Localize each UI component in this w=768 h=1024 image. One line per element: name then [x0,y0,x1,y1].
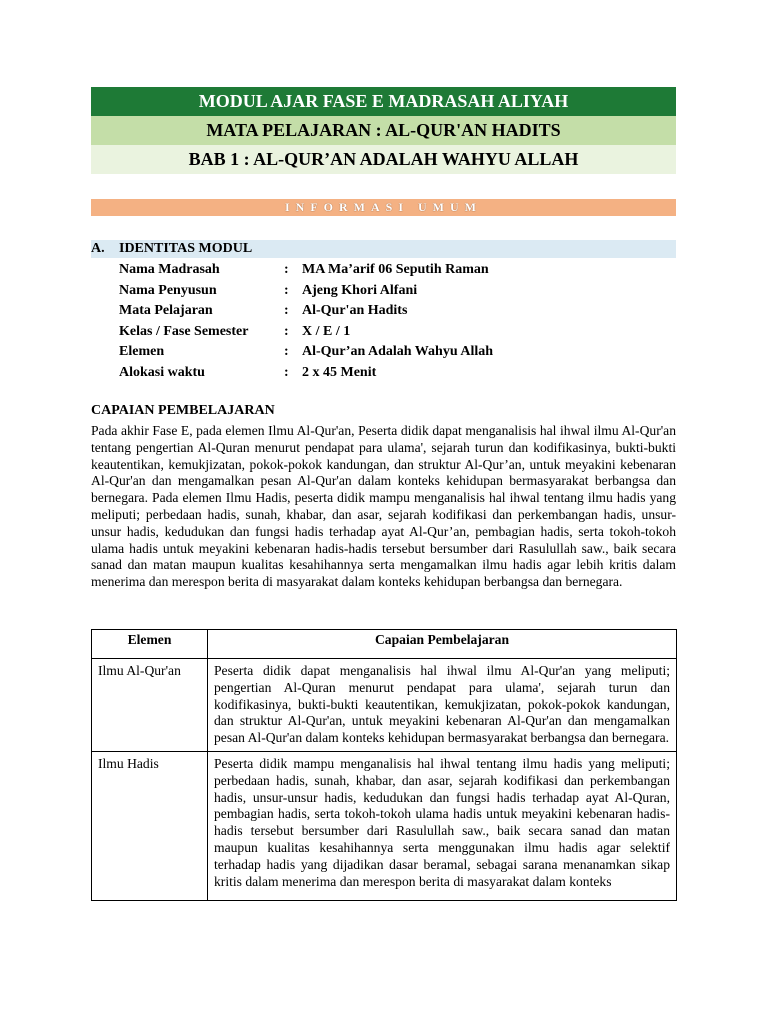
identity-value: Al-Qur'an Hadits [302,303,408,319]
section-letter: A. [91,241,105,256]
identity-colon: : [284,323,289,339]
table-row [92,659,677,752]
identity-row [119,342,619,363]
identity-colon: : [284,282,289,298]
identity-list [119,260,619,384]
outcome-cell-wrapper [208,751,677,900]
identity-label: Nama Penyusun [119,282,217,298]
identity-value: Ajeng Khori Alfani [302,282,418,298]
identity-label: Mata Pelajaran [119,303,213,319]
identity-value: Al-Qur’an Adalah Wahyu Allah [302,344,494,360]
identity-colon: : [284,364,289,380]
identity-label: Alokasi waktu [119,364,205,380]
identity-value: MA Ma’arif 06 Seputih Raman [302,262,489,277]
column-header-outcome: Capaian Pembelajaran [208,630,677,659]
identity-row [119,260,619,281]
element-cell: Ilmu Hadis [92,751,208,900]
identity-label: Nama Madrasah [119,262,220,277]
section-title: IDENTITAS MODUL [119,241,253,256]
element-cell: Ilmu Al-Qur'an [92,659,208,752]
info-section-bar: INFORMASI UMUM [91,199,676,216]
outcome-cell: Peserta didik dapat menganalisis hal ihwal ilmu Al-Qur'an yang meliputi; pengertian Al-Quran menurut pendapat para ulama', sejarah turun dan kodifikasinya, bukti-bukti keautentikan, kemukjizatan, pokok-pokok kandungan, dan struktur Al-Qur'an, untuk meyakini kebenaran Al-Qur'an dan mengamalkan pesan Al-Qur'an dalam konteks kehidupan bermasyarakat berbangsa dan bernegara. [208,659,677,752]
table-header-row [92,630,677,659]
identity-value: X / E / 1 [302,323,351,339]
column-header-element: Elemen [92,630,208,659]
module-title: MODUL AJAR FASE E MADRASAH ALIYAH [91,87,676,116]
subject-title: MATA PELAJARAN : AL-QUR'AN HADITS [91,116,676,145]
learning-outcomes-paragraph: Pada akhir Fase E, pada elemen Ilmu Al-Qur'an, Peserta didik dapat menganalisis hal ihwal ilmu Al-Qur'an tentang pengertian Al-Quran menurut pendapat para ulama', sejarah turun dan kodifikasinya, bukti-bukti keautentikan, kemukjizatan, pokok-pokok kandungan, dan struktur Al-Qur’an, untuk meyakini kebenaran Al-Qur'an dan mengamalkan pesan Al-Qur'an dalam konteks kehidupan bermasyarakat berbangsa dan bernegara. Pada elemen Ilmu Hadis, peserta didik mampu menganalisis hal ihwal tentang ilmu hadis yang meliputi; perbedaan hadis, sunah, khabar, dan asar, sejarah kodifikasi dan perkembangan hadis, unsur-unsur hadis, kedudukan dan fungsi hadis terhadap ayat Al-Qur’an, pembagian hadis, serta tokoh-tokoh ulama hadis untuk meyakini kebenaran hadis-hadis tersebut bersumber dari Rasulullah saw., baik secara sanad dan matan maupun kualitas kesahihannya serta mengamalkan ilmu hadis agar lebih kritis dalam menerima dan merespon berita di masyarakat dalam konteks kehidupan berbangsa dan bernegara. [91,423,676,590]
identity-row [119,322,619,343]
identity-colon: : [284,262,289,277]
table-row [92,751,677,900]
identity-label: Kelas / Fase Semester [119,323,249,339]
identity-row [119,281,619,302]
outcome-cell: Peserta didik mampu menganalisis hal ihwal tentang ilmu hadis yang meliputi; perbedaan hadis, sunah, khabar, dan asar, sejarah kodifikasi dan perkembangan hadis, unsur-unsur hadis, kedudukan dan fungsi hadis terhadap ayat Al-Quran, pembagian hadis, serta tokoh-tokoh ulama hadis untuk meyakini kebenaran hadis-hadis tersebut bersumber dari Rasulullah saw., baik secara sanad dan matan maupun kualitas kesahihannya serta menggunakan ilmu hadis agar selektif terhadap hadis yang dijadikan dasar beramal, sebagai sarana menanamkan sikap kritis dalam menerima dan merespon berita di masyarakat dalam konteks [214,755,670,889]
identity-section-header [91,240,676,258]
identity-colon: : [284,303,289,319]
chapter-title: BAB 1 : AL-QUR’AN ADALAH WAHYU ALLAH [91,145,676,174]
identity-colon: : [284,344,289,360]
identity-value: 2 x 45 Menit [302,364,377,380]
identity-label: Elemen [119,344,165,360]
identity-row [119,363,619,384]
learning-outcomes-table [91,629,677,901]
identity-row [119,301,619,322]
learning-outcomes-heading: CAPAIAN PEMBELAJARAN [91,403,275,418]
